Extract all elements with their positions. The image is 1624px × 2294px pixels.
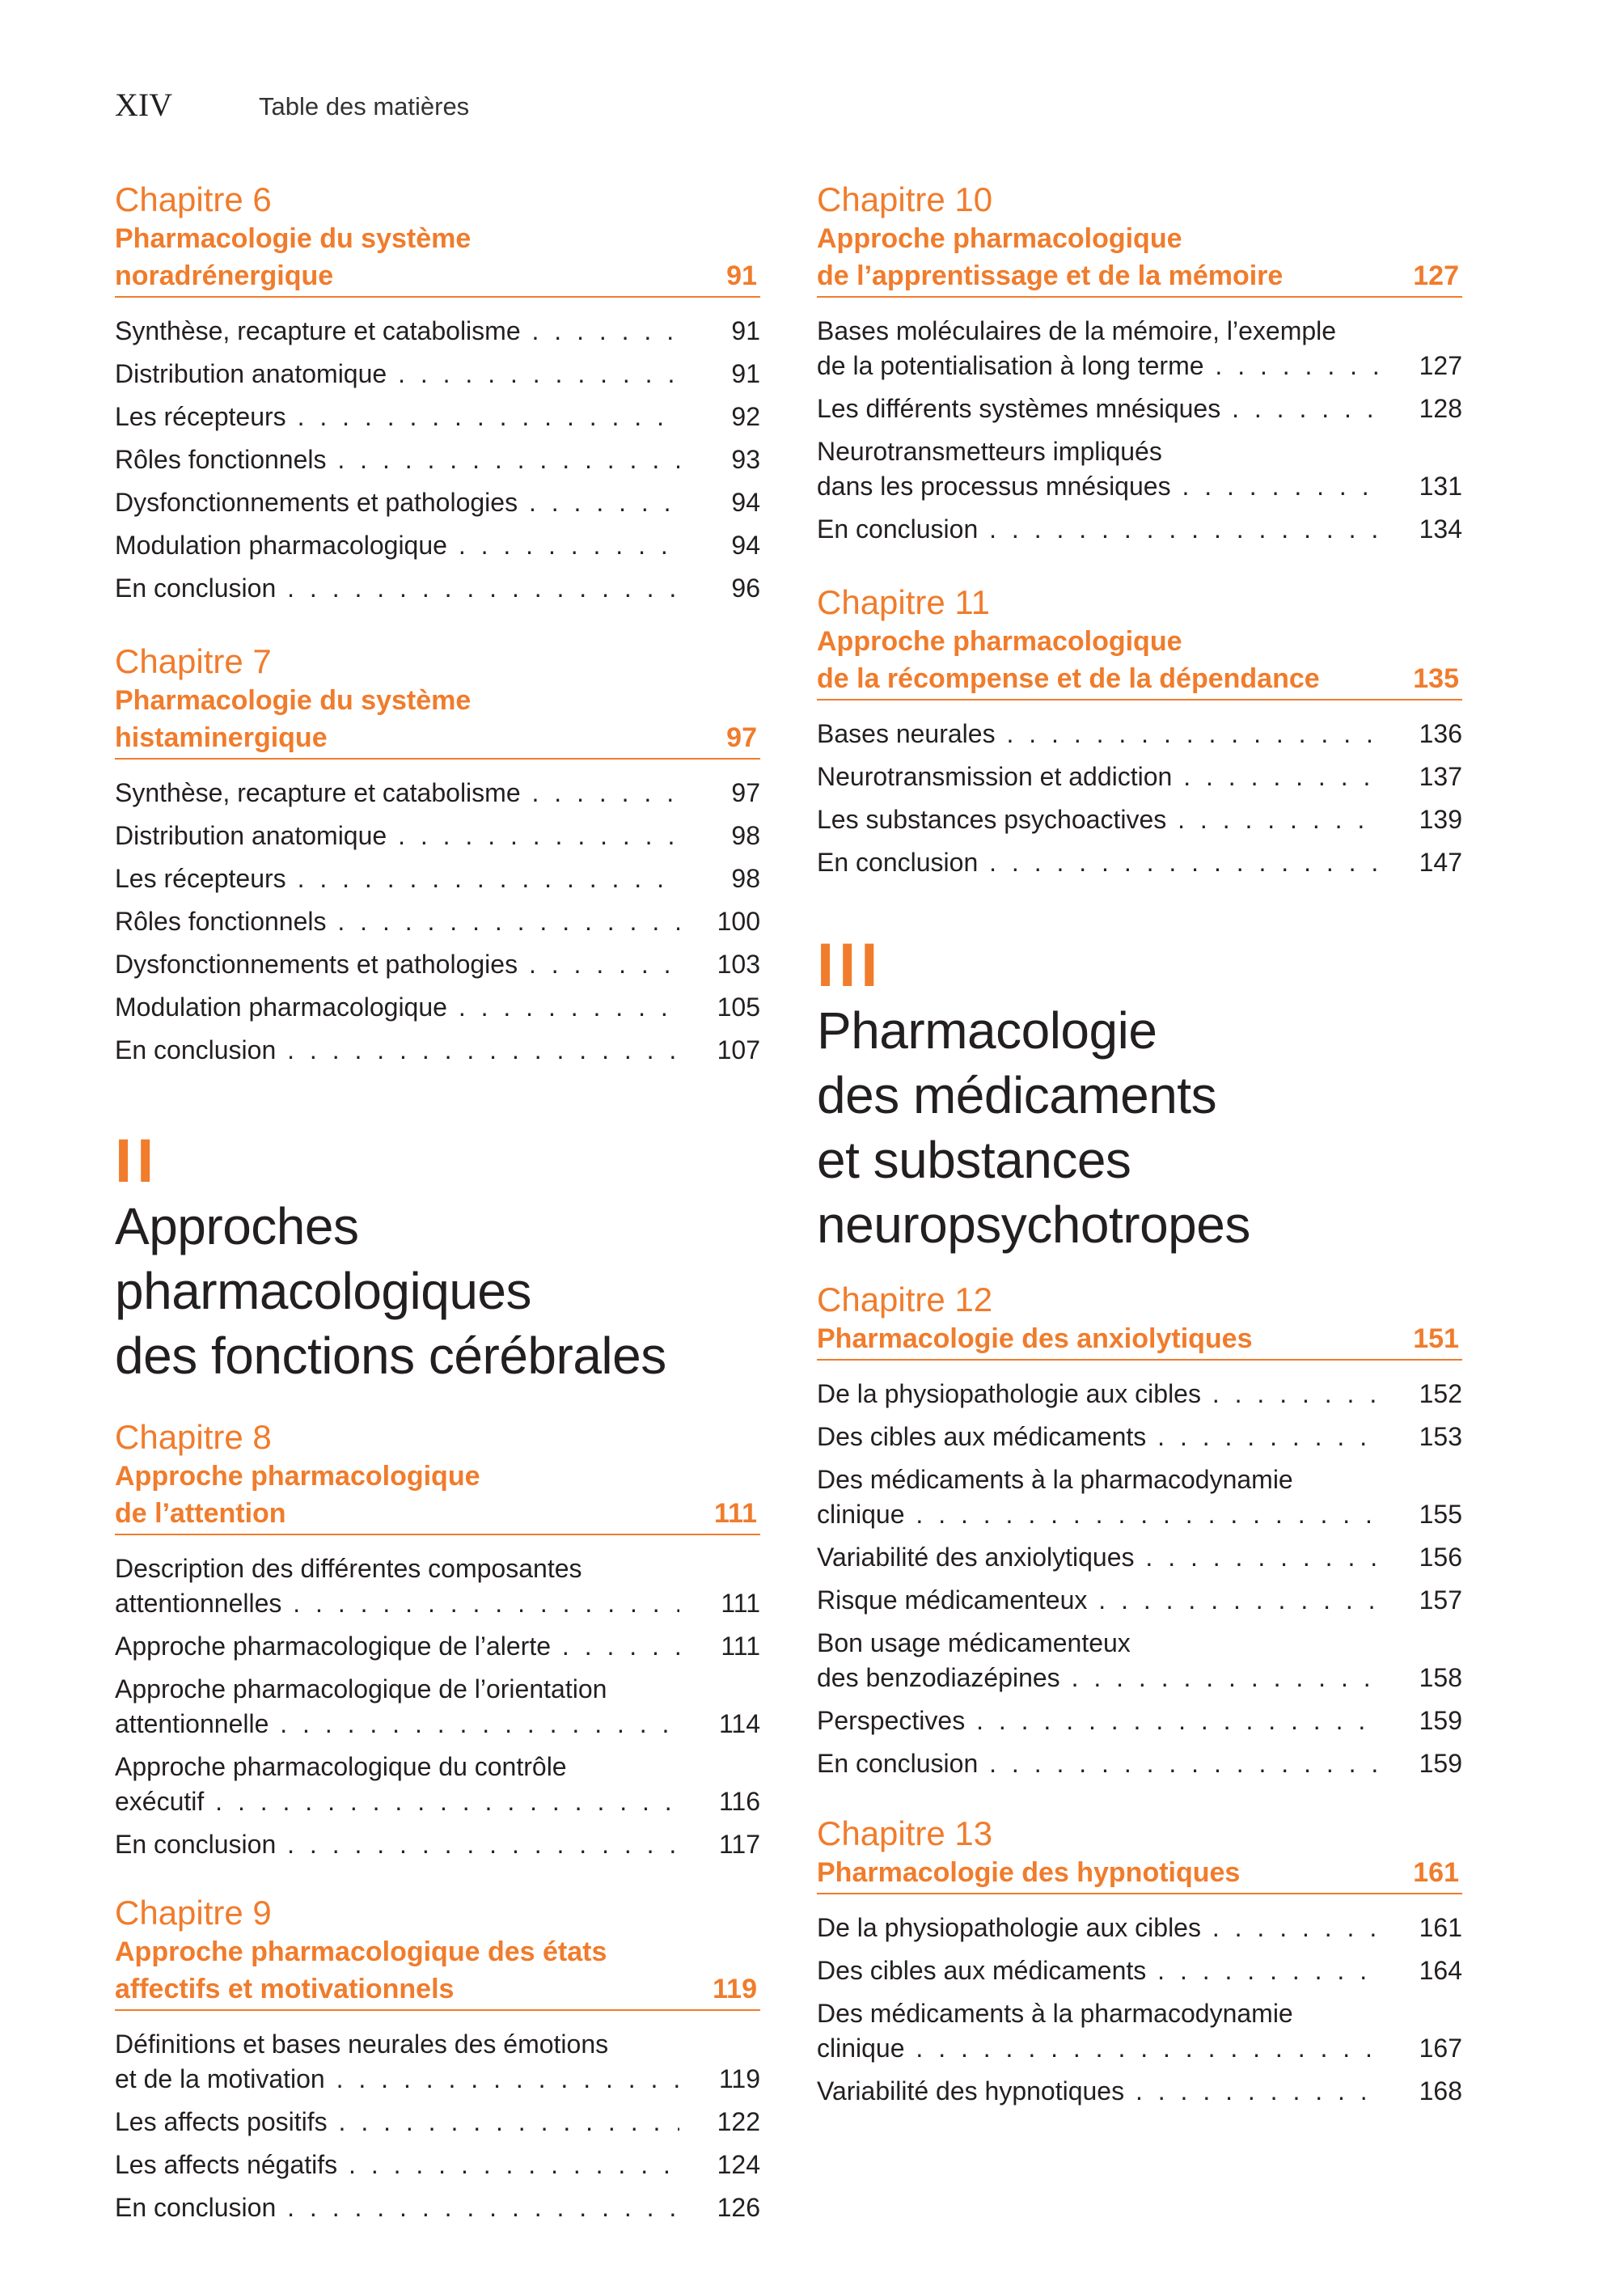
toc-entry-title: Description des différentes composantes (115, 1554, 582, 1583)
toc-entry-list (817, 717, 1462, 880)
chapter-title: noradrénergique (115, 260, 334, 291)
toc-entry[interactable] (817, 1996, 1462, 2066)
toc-entry[interactable] (817, 1746, 1462, 1781)
toc-entry-page: 155 (1419, 1500, 1462, 1529)
toc-entry[interactable] (115, 2148, 760, 2182)
toc-entry-page: 94 (731, 531, 760, 560)
toc-entry-title: De la physiopathologie aux cibles . . . (817, 1377, 1381, 1412)
chapter-label: Chapitre 9 (115, 1894, 272, 1932)
chapter-heading[interactable] (817, 623, 1462, 700)
toc-entry-page: 111 (721, 1632, 760, 1661)
toc-entry-title: En conclusion . . . (115, 2190, 679, 2225)
chapter-page-number: 119 (713, 1974, 757, 2004)
toc-entry-title: Variabilité des anxiolytiques . . . (817, 1540, 1381, 1575)
chapter-label: Chapitre 13 (817, 1814, 993, 1852)
toc-entry-page: 103 (717, 950, 760, 979)
toc-entry-title: Approche pharmacologique de l’orientation (115, 1674, 607, 1704)
toc-entry-title: Distribution anatomique . . . (115, 819, 679, 853)
toc-entry-page: 128 (1419, 394, 1462, 423)
toc-entry[interactable] (817, 1911, 1462, 1945)
toc-entry-title: Risque médicamenteux . . . (817, 1583, 1381, 1618)
part-title-line: et substances (817, 1131, 1131, 1189)
page-folio: XIV (115, 87, 173, 123)
toc-entry-page: 156 (1419, 1543, 1462, 1572)
toc-entry[interactable] (115, 990, 760, 1025)
toc-entry[interactable] (817, 1626, 1462, 1695)
toc-entry[interactable] (817, 1953, 1462, 1988)
toc-entry[interactable] (817, 1583, 1462, 1618)
part-numeral: II (115, 1127, 159, 1196)
toc-entry-title: Approche pharmacologique de l’alerte . . . (115, 1629, 679, 1664)
chapter-block (817, 1814, 1462, 2109)
chapter-page-number: 127 (1413, 260, 1459, 291)
part-numeral: III (817, 931, 883, 1000)
toc-entry-page: 122 (717, 2107, 760, 2136)
chapter-title: de la récompense et de la dépendance (817, 663, 1320, 694)
chapter-block (115, 641, 760, 1068)
chapter-title: de l’attention (115, 1498, 286, 1529)
toc-entry-title: Des cibles aux médicaments . . . (817, 1953, 1381, 1988)
toc-entry-page: 147 (1419, 848, 1462, 877)
part-title[interactable] (817, 998, 1462, 1257)
toc-entry[interactable] (115, 776, 760, 811)
toc-entry-title: En conclusion . . . (817, 1746, 1381, 1781)
chapter-label: Chapitre 7 (115, 642, 272, 680)
chapter-title: Pharmacologie des anxiolytiques (817, 1323, 1253, 1354)
chapter-block (115, 1417, 760, 1862)
toc-entry-title: Synthèse, recapture et catabolisme . . . (115, 776, 679, 811)
toc-entry-title: Dysfonctionnements et pathologies . . . (115, 947, 679, 982)
toc-entry-page: 91 (731, 316, 760, 345)
toc-entry-page: 111 (721, 1589, 760, 1618)
toc-entry[interactable] (115, 1750, 760, 1819)
toc-entry-page: 159 (1419, 1749, 1462, 1778)
toc-entry[interactable] (115, 1672, 760, 1742)
toc-entry-title: En conclusion . . . (817, 512, 1381, 547)
toc-entry[interactable] (817, 1420, 1462, 1454)
toc-entry-page: 98 (731, 864, 760, 893)
toc-entry[interactable] (817, 1377, 1462, 1412)
chapter-page-number: 97 (726, 722, 757, 753)
chapter-heading[interactable] (817, 1854, 1462, 1894)
toc-entry-page: 127 (1419, 351, 1462, 380)
toc-entry-title: Distribution anatomique . . . (115, 357, 679, 392)
toc-entry-title: Modulation pharmacologique . . . (115, 528, 679, 563)
toc-entry-page: 107 (717, 1035, 760, 1064)
toc-entry-title: Synthèse, recapture et catabolisme . . . (115, 314, 679, 349)
toc-entry[interactable] (115, 485, 760, 520)
toc-entry-title: dans les processus mnésiques . . . (817, 469, 1381, 504)
toc-entry[interactable] (817, 1704, 1462, 1738)
toc-entry[interactable] (817, 717, 1462, 751)
toc-entry-page: 91 (731, 359, 760, 388)
chapter-block (817, 180, 1462, 547)
chapter-label: Chapitre 8 (115, 1418, 272, 1456)
toc-entry[interactable] (115, 947, 760, 982)
chapter-label: Chapitre 6 (115, 180, 272, 218)
part-title-line: Pharmacologie (817, 1001, 1157, 1060)
toc-entry-list (817, 1377, 1462, 1781)
chapter-heading[interactable] (817, 1320, 1462, 1361)
toc-entry[interactable] (115, 904, 760, 939)
toc-entry-page: 93 (731, 445, 760, 474)
toc-entry-list (115, 1551, 760, 1862)
toc-entry-title: clinique . . . (817, 1497, 1381, 1532)
toc-entry-title: Les récepteurs . . . (115, 861, 679, 896)
toc-entry-page: 136 (1419, 719, 1462, 748)
chapter-heading[interactable] (115, 1458, 760, 1535)
toc-entry[interactable] (115, 2190, 760, 2225)
chapter-block (817, 1280, 1462, 1781)
toc-entry-page: 139 (1419, 805, 1462, 834)
chapter-title: Pharmacologie des hypnotiques (817, 1857, 1241, 1888)
toc-entry[interactable] (817, 2074, 1462, 2109)
toc-entry-title: des benzodiazépines . . . (817, 1661, 1381, 1695)
chapter-label: Chapitre 12 (817, 1280, 993, 1318)
part-block (115, 1129, 760, 1388)
toc-entry-title: Perspectives . . . (817, 1704, 1381, 1738)
toc-entry-page: 164 (1419, 1956, 1462, 1985)
chapter-title: Approche pharmacologique (817, 223, 1182, 254)
toc-entry[interactable] (115, 528, 760, 563)
toc-entry[interactable] (115, 571, 760, 606)
chapter-page-number: 135 (1413, 663, 1459, 694)
toc-entry-page: 161 (1419, 1913, 1462, 1942)
chapter-title: Approche pharmacologique (817, 626, 1182, 657)
toc-entry-list (115, 776, 760, 1068)
toc-entry-page: 119 (718, 2064, 760, 2093)
chapter-label: Chapitre 10 (817, 180, 993, 218)
toc-entry-page: 153 (1419, 1422, 1462, 1451)
toc-entry[interactable] (115, 861, 760, 896)
toc-entry-title: Neurotransmetteurs impliqués (817, 437, 1162, 466)
toc-entry-title: Les substances psychoactives . . . (817, 802, 1381, 837)
toc-entry-title: Les affects positifs . . . (115, 2105, 679, 2140)
toc-entry[interactable] (817, 512, 1462, 547)
toc-entry[interactable] (115, 1629, 760, 1664)
toc-entry-title: Les différents systèmes mnésiques . . . (817, 392, 1381, 426)
chapter-block (115, 180, 760, 606)
toc-entry-title: Rôles fonctionnels . . . (115, 442, 679, 477)
running-title: Table des matières (259, 92, 470, 121)
toc-entry-page: 92 (731, 402, 760, 431)
toc-entry-title: Approche pharmacologique du contrôle (115, 1752, 567, 1781)
toc-entry-page: 159 (1419, 1706, 1462, 1735)
chapter-title: Pharmacologie du système (115, 685, 472, 716)
toc-entry[interactable] (115, 2105, 760, 2140)
chapter-page-number: 151 (1413, 1323, 1459, 1354)
toc-entry-title: Des médicaments à la pharmacodynamie (817, 1999, 1293, 2028)
toc-entry-page: 137 (1419, 762, 1462, 791)
toc-entry-page: 96 (731, 574, 760, 603)
toc-entry-page: 100 (717, 907, 760, 936)
toc-entry-title: En conclusion . . . (115, 1033, 679, 1068)
toc-entry-page: 131 (1419, 472, 1462, 501)
toc-entry-title: Des cibles aux médicaments . . . (817, 1420, 1381, 1454)
part-title-line: neuropsychotropes (817, 1196, 1250, 1254)
chapter-block (115, 1893, 760, 2225)
toc-entry-page: 167 (1419, 2034, 1462, 2063)
toc-entry-page: 97 (731, 778, 760, 807)
toc-entry-title: et de la motivation . . . (115, 2062, 679, 2097)
toc-entry-title: Bases neurales . . . (817, 717, 1381, 751)
chapter-page-number: 91 (726, 260, 757, 291)
toc-entry-list (115, 2027, 760, 2225)
toc-entry-page: 117 (718, 1830, 760, 1859)
toc-entry-page: 98 (731, 821, 760, 850)
toc-entry-page: 126 (717, 2193, 760, 2222)
toc-entry-page: 168 (1419, 2076, 1462, 2106)
right-column (817, 180, 1462, 2117)
toc-entry-title: Dysfonctionnements et pathologies . . . (115, 485, 679, 520)
toc-entry-title: En conclusion . . . (115, 571, 679, 606)
chapter-label: Chapitre 11 (817, 583, 991, 621)
toc-entry[interactable] (817, 1462, 1462, 1532)
part-block (817, 933, 1462, 1257)
chapter-title: Pharmacologie du système (115, 223, 472, 254)
toc-entry-title: Neurotransmission et addiction . . . (817, 760, 1381, 794)
chapter-title: Approche pharmacologique (115, 1461, 480, 1492)
toc-entry[interactable] (817, 314, 1462, 383)
toc-entry-page: 124 (717, 2150, 760, 2179)
toc-entry-title: Des médicaments à la pharmacodynamie (817, 1465, 1293, 1494)
toc-entry[interactable] (115, 442, 760, 477)
toc-entry-page: 94 (731, 488, 760, 517)
toc-entry[interactable] (115, 1033, 760, 1068)
toc-entry[interactable] (817, 434, 1462, 504)
toc-entry-list (817, 314, 1462, 547)
part-title-line: des fonctions cérébrales (115, 1327, 666, 1385)
toc-entry-list (115, 314, 760, 606)
toc-entry-title: Définitions et bases neurales des émotions (115, 2029, 609, 2059)
toc-entry[interactable] (115, 2027, 760, 2097)
chapter-block (817, 582, 1462, 880)
toc-entry-page: 114 (718, 1709, 760, 1738)
toc-entry-page: 116 (718, 1787, 760, 1816)
toc-entry-page: 105 (717, 993, 760, 1022)
toc-entry-title: Bases moléculaires de la mémoire, l’exemple (817, 316, 1337, 345)
chapter-title: affectifs et motivationnels (115, 1974, 455, 2004)
toc-entry-page: 157 (1419, 1585, 1462, 1615)
chapter-heading[interactable] (115, 682, 760, 760)
toc-entry-title: Bon usage médicamenteux (817, 1628, 1131, 1657)
toc-entry[interactable] (817, 392, 1462, 426)
toc-entry-title: exécutif . . . (115, 1784, 679, 1819)
toc-entry-title: clinique . . . (817, 2031, 1381, 2066)
chapter-heading[interactable] (817, 220, 1462, 298)
toc-entry-title: Les récepteurs . . . (115, 400, 679, 434)
part-title[interactable] (115, 1194, 760, 1388)
chapter-page-number: 161 (1413, 1857, 1459, 1888)
toc-entry[interactable] (115, 357, 760, 392)
toc-entry-page: 152 (1419, 1379, 1462, 1408)
toc-entry-title: Variabilité des hypnotiques . . . (817, 2074, 1381, 2109)
toc-entry-page: 158 (1419, 1663, 1462, 1692)
toc-entry[interactable] (817, 802, 1462, 837)
toc-entry-list (817, 1911, 1462, 2109)
chapter-title: histaminergique (115, 722, 328, 753)
toc-entry-title: Modulation pharmacologique . . . (115, 990, 679, 1025)
toc-entry-title: attentionnelle . . . (115, 1707, 679, 1742)
toc-entry-title: Rôles fonctionnels . . . (115, 904, 679, 939)
chapter-heading[interactable] (115, 1933, 760, 2011)
chapter-heading[interactable] (115, 220, 760, 298)
toc-entry-title: de la potentialisation à long terme . . . (817, 349, 1381, 383)
toc-entry-title: En conclusion . . . (115, 1827, 679, 1862)
toc-entry-page: 134 (1419, 514, 1462, 544)
toc-entry[interactable] (817, 1540, 1462, 1575)
part-title-line: des médicaments (817, 1066, 1217, 1124)
toc-entry[interactable] (115, 1827, 760, 1862)
chapter-title: de l’apprentissage et de la mémoire (817, 260, 1284, 291)
toc-entry[interactable] (115, 314, 760, 349)
part-title-line: Approches pharmacologiques (115, 1197, 531, 1320)
chapter-page-number: 111 (714, 1498, 757, 1529)
toc-entry[interactable] (115, 819, 760, 853)
toc-entry[interactable] (115, 400, 760, 434)
toc-entry-title: De la physiopathologie aux cibles . . . (817, 1911, 1381, 1945)
toc-entry[interactable] (817, 845, 1462, 880)
toc-entry[interactable] (115, 1551, 760, 1621)
left-column (115, 180, 760, 2233)
toc-entry-title: Les affects négatifs . . . (115, 2148, 679, 2182)
chapter-title: Approche pharmacologique des états (115, 1936, 607, 1967)
toc-entry-title: En conclusion . . . (817, 845, 1381, 880)
toc-entry-title: attentionnelles . . . (115, 1586, 679, 1621)
toc-entry[interactable] (817, 760, 1462, 794)
